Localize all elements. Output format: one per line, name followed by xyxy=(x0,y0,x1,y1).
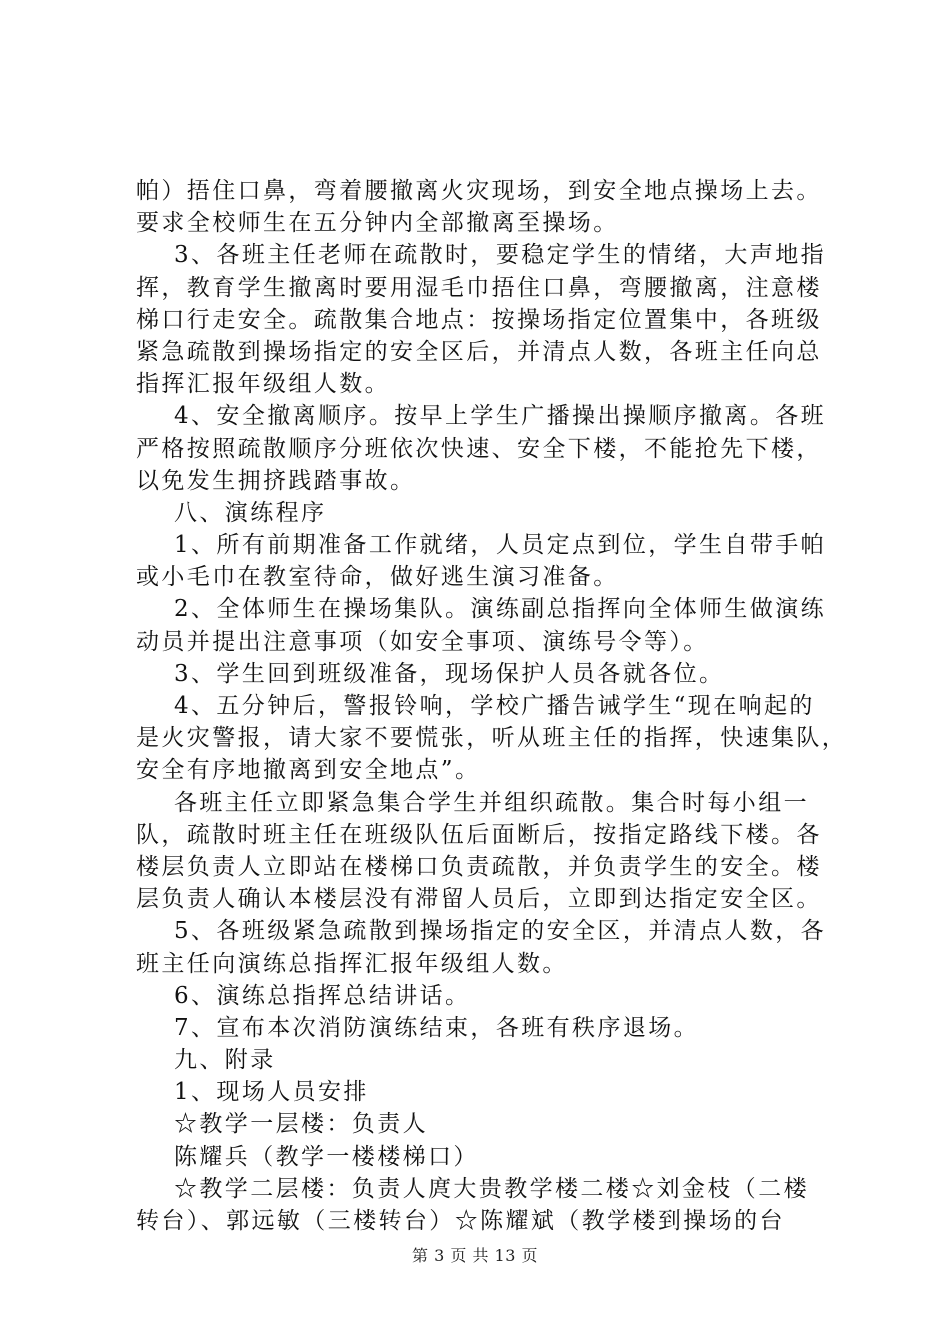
text-line: 各班主任立即紧急集合学生并组织疏散。集合时每小组一 xyxy=(174,789,809,816)
text-line: 3、各班主任老师在疏散时，要稳定学生的情绪，大声地指 xyxy=(174,242,827,269)
text-line: 1、所有前期准备工作就绪，人员定点到位，学生自带手帕 xyxy=(174,532,827,559)
text-line: 挥，教育学生撤离时要用湿毛巾捂住口鼻，弯腰撤离，注意楼 xyxy=(136,274,822,301)
text-line: 班主任向演练总指挥汇报年级组人数。 xyxy=(136,950,568,977)
text-line: 4、安全撤离顺序。按早上学生广播操出操顺序撤离。各班 xyxy=(174,403,827,430)
text-line: 楼层负责人立即站在楼梯口负责疏散，并负责学生的安全。楼 xyxy=(136,853,822,880)
text-line: 6、演练总指挥总结讲话。 xyxy=(174,982,471,1009)
text-line: 严格按照疏散顺序分班依次快速、安全下楼，不能抢先下楼， xyxy=(136,435,822,462)
document-body xyxy=(136,175,848,1237)
text-line: 队，疏散时班主任在班级队伍后面断后，按指定路线下楼。各 xyxy=(136,821,822,848)
text-line: 层负责人确认本楼层没有滞留人员后，立即到达指定安全区。 xyxy=(136,886,822,913)
text-line: 帕）捂住口鼻，弯着腰撤离火灾现场，到安全地点操场上去。 xyxy=(136,178,822,204)
text-line: 2、全体师生在操场集队。演练副总指挥向全体师生做演练 xyxy=(174,596,827,623)
text-line: 紧急疏散到操场指定的安全区后，并清点人数，各班主任向总 xyxy=(136,338,822,365)
text-line: 转台）、郭远敏（三楼转台）☆陈耀斌（教学楼到操场的台 xyxy=(136,1208,785,1234)
text-line: 八、演练程序 xyxy=(174,499,327,526)
text-line: 动员并提出注意事项（如安全事项、演练号令等）。 xyxy=(136,628,709,655)
text-line: 陈耀兵（教学一楼楼梯口） xyxy=(174,1143,479,1170)
text-line: 是火灾警报，请大家不要慌张，听从班主任的指挥，快速集队， xyxy=(136,725,848,752)
text-line: 4、五分钟后，警报铃响，学校广播告诫学生“现在响起的 xyxy=(174,693,815,719)
text-line: 九、附录 xyxy=(174,1047,276,1074)
text-line: 3、学生回到班级准备，现场保护人员各就各位。 xyxy=(174,660,725,687)
text-line: 或小毛巾在教室待命，做好逃生演习准备。 xyxy=(136,564,619,591)
text-line: 梯口行走安全。疏散集合地点：按操场指定位置集中，各班级 xyxy=(136,306,822,333)
text-line: 安全有序地撤离到安全地点”。 xyxy=(136,757,481,784)
text-line: 1、现场人员安排 xyxy=(174,1079,369,1106)
text-line: ☆教学二层楼：负责人庹大贵教学楼二楼☆刘金枝（二楼 xyxy=(174,1175,809,1202)
text-line: 要求全校师生在五分钟内全部撤离至操场。 xyxy=(136,210,619,237)
text-line: ☆教学一层楼：负责人 xyxy=(174,1111,428,1138)
text-line: 5、各班级紧急疏散到操场指定的安全区，并清点人数，各 xyxy=(174,918,827,945)
text-line: 以免发生拥挤践踏事故。 xyxy=(136,467,416,494)
text-line: 7、宣布本次消防演练结束，各班有秩序退场。 xyxy=(174,1014,700,1041)
text-line: 指挥汇报年级组人数。 xyxy=(136,371,390,398)
page-number-footer: 第 3 页 共 13 页 xyxy=(412,1246,538,1265)
